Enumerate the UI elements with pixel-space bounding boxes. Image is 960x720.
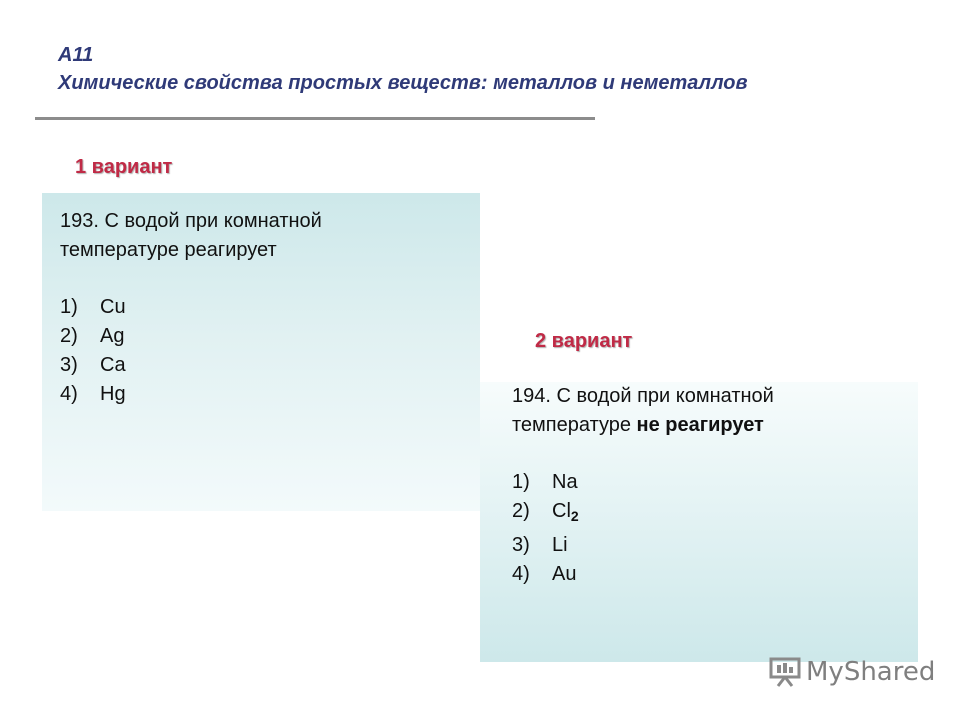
answer-option [60,380,462,409]
question-emphasis: не реагирует [636,414,764,436]
variant-2-label: 2 вариант [535,330,633,352]
answer-option [512,497,886,531]
task-code: А11 [58,44,94,66]
option-number: 1) [60,296,78,318]
option-text: Au [552,563,577,585]
title-divider [35,117,595,120]
option-text: Ag [100,325,125,347]
option-number: 4) [512,563,530,585]
option-number: 1) [512,471,530,493]
answer-option [60,293,462,322]
answer-option [512,531,886,560]
answer-option [60,351,462,380]
variant-1-label: 1 вариант [75,156,173,178]
question-line-1: 194. С водой при комнатной [512,385,774,407]
question-card-193 [42,193,480,511]
question-line-1: 193. С водой при комнатной [60,210,322,232]
option-text: Hg [100,383,126,405]
question-text: температуре [512,414,637,436]
page-title: Химические свойства простых веществ: металлов и неметаллов [58,72,748,94]
question-line-2: температуре реагирует [60,239,277,261]
option-number: 3) [60,354,78,376]
option-subscript: 2 [570,508,579,524]
presentation-icon [768,656,802,688]
option-text: Na [552,471,578,493]
answer-options [60,293,462,409]
option-text: Cu [100,296,126,318]
question-line-2 [512,411,886,440]
option-number: 4) [60,383,78,405]
option-text: Li [552,534,568,556]
option-number: 2) [512,500,530,522]
answer-option [60,322,462,351]
option-number: 2) [60,325,78,347]
option-number: 3) [512,534,530,556]
answer-option [512,560,886,589]
question-card-194 [480,382,918,662]
answer-options [512,468,886,589]
watermark [768,656,935,688]
watermark-text: MyShared [806,657,936,687]
answer-option [512,468,886,497]
option-text: Ca [100,354,126,376]
option-text: Cl [552,500,571,522]
